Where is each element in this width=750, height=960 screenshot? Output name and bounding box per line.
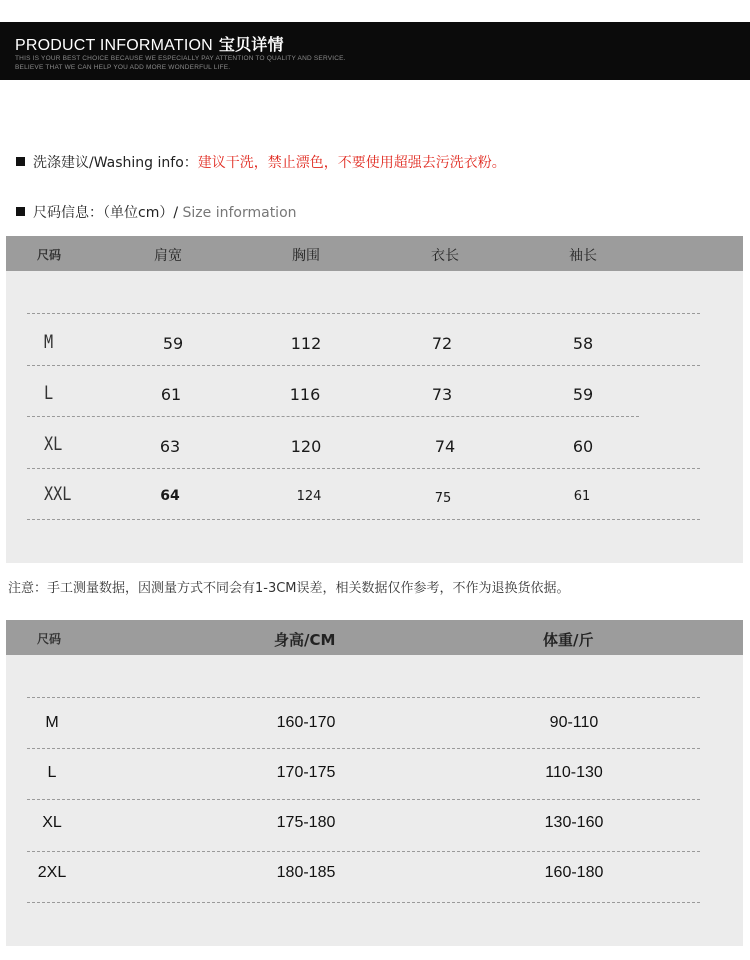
banner-subtitle-line2: BELIEVE THAT WE CAN HELP YOU ADD MORE WONDERFUL LIFE.	[15, 64, 231, 71]
chest-header: 胸围	[292, 248, 320, 264]
table-cell: 75	[434, 491, 452, 506]
table-cell-weight: 130-160	[544, 814, 604, 831]
table-cell: 59	[572, 385, 594, 404]
table-cell-weight: 90-110	[549, 714, 599, 731]
table-row-size: XXL	[44, 483, 72, 505]
row-divider	[27, 799, 700, 800]
height-header: 身高/CM	[274, 631, 336, 649]
size-header: 尺码	[37, 632, 62, 646]
table-cell-weight: 160-180	[544, 864, 604, 881]
row-divider	[27, 519, 700, 520]
table-cell: 61	[573, 489, 591, 504]
size-info-line	[16, 202, 297, 222]
table-cell-height: 180-185	[276, 864, 336, 881]
weight-header: 体重/斤	[543, 631, 594, 649]
row-divider	[27, 468, 700, 469]
table-cell-height: 170-175	[276, 764, 336, 781]
table-row-size: XL	[44, 433, 63, 455]
table-cell: 60	[572, 437, 594, 456]
table-cell: 64	[160, 488, 180, 504]
table-cell-height: 160-170	[276, 714, 336, 731]
table-row-size: L	[44, 382, 54, 404]
row-divider	[27, 748, 700, 749]
table-row-size: 2XL	[37, 864, 67, 881]
table-cell: 63	[159, 437, 181, 456]
table-row-size: XL	[42, 814, 62, 831]
table-cell: 124	[296, 489, 322, 504]
row-divider	[27, 313, 700, 314]
table-cell: 72	[431, 334, 453, 353]
row-divider	[27, 365, 700, 366]
table-cell-height: 175-180	[276, 814, 336, 831]
fit-table	[6, 620, 743, 946]
table-cell: 120	[290, 437, 322, 456]
table-cell: 58	[572, 334, 594, 353]
table-cell: 59	[162, 334, 184, 353]
product-info-banner	[0, 22, 750, 80]
size-table	[6, 236, 743, 563]
table-cell-weight: 110-130	[545, 764, 603, 781]
length-header: 衣长	[431, 248, 459, 264]
row-divider	[27, 416, 639, 417]
row-divider	[27, 697, 700, 698]
table-cell: 73	[431, 385, 453, 404]
banner-title-en: PRODUCT INFORMATION	[15, 37, 213, 54]
fit-table-header	[6, 620, 743, 655]
table-row-size: M	[44, 331, 54, 353]
size-header: 尺码	[37, 248, 62, 262]
table-row-size: M	[45, 714, 59, 731]
size-info-label: 尺码信息：（单位cm）/	[33, 205, 179, 221]
row-divider	[27, 851, 700, 852]
shoulder-header: 肩宽	[154, 248, 182, 264]
washing-info-text: 建议干洗，禁止漂色，不要使用超强去污洗衣粉。	[197, 155, 506, 171]
square-bullet-icon	[16, 157, 25, 166]
square-bullet-icon	[16, 207, 25, 216]
size-table-header	[6, 236, 743, 271]
table-row-size: L	[47, 764, 57, 781]
measurement-note: 注意：手工测量数据，因测量方式不同会有1-3CM误差，相关数据仅作参考，不作为退换货依据。	[8, 581, 570, 596]
table-cell: 116	[289, 385, 321, 404]
table-cell: 61	[160, 385, 182, 404]
table-cell: 74	[434, 437, 456, 456]
washing-info-line	[16, 152, 506, 172]
banner-subtitle-line1: THIS IS YOUR BEST CHOICE BECAUSE WE ESPECIALLY PAY ATTENTION TO QUALITY AND SERVICE.	[15, 55, 346, 62]
size-info-label-en: Size information	[182, 205, 297, 221]
row-divider	[27, 902, 700, 903]
sleeve-header: 袖长	[569, 248, 597, 264]
banner-title	[15, 32, 284, 55]
banner-title-zh: 宝贝详情	[218, 37, 284, 54]
table-cell: 112	[290, 334, 322, 353]
washing-info-label: 洗涤建议/Washing info：	[33, 155, 198, 171]
